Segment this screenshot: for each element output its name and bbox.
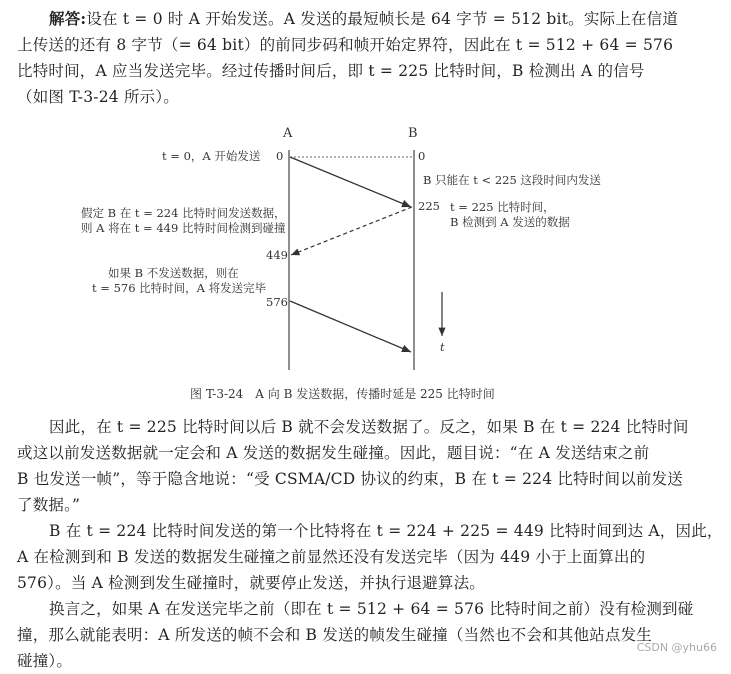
a-tick-0: 0 [276, 149, 284, 163]
a-tick-576: 576 [266, 295, 288, 309]
body-line: 撞，那么就能表明：A 所发送的帧不会和 B 发送的帧发生碰撞（当然也不会和其他站点发生 [17, 626, 652, 644]
body-line: 换言之，如果 A 在发送完毕之前（即在 t = 512 + 64 = 576 比特时间之前）没有检测到碰 [49, 600, 694, 618]
timing-diagram [0, 118, 731, 418]
intro-line: 设在 t = 0 时 A 开始发送。A 发送的最短帧长是 64 字节 = 512 bit。实际上在信道 [86, 10, 679, 28]
watermark: CSDN @yhu66 [636, 641, 717, 654]
intro-paragraph [17, 6, 677, 110]
note-finish-1: 如果 B 不发送数据，则在 [108, 266, 239, 280]
body-line: A 在检测到和 B 发送的数据发生碰撞之前显然还没有发送完毕（因为 449 小于上面算出的 [17, 548, 646, 566]
intro-line: 上传送的还有 8 字节（= 64 bit）的前同步码和帧开始定界符，因此在 t = 512 + 64 = 576 [17, 36, 674, 54]
body-paragraph-1 [17, 414, 689, 518]
b-tick-0: 0 [418, 149, 426, 163]
note-collision-1: 假定 B 在 t = 224 比特时间发送数据， [81, 206, 286, 220]
note-b-detect-1: t = 225 比特时间， [450, 200, 555, 214]
note-collision-2: 则 A 将在 t = 449 比特时间检测到碰撞 [81, 221, 286, 235]
time-axis-label: t [440, 340, 445, 354]
a-tick-449: 449 [266, 248, 288, 262]
intro-line: 比特时间，A 应当发送完毕。经过传播时间后，即 t = 225 比特时间，B 检测出 A 的信号 [17, 62, 645, 80]
intro-line: （如图 T-3-24 所示）。 [17, 88, 180, 106]
body-line: B 也发送一帧”，等于隐含地说：“受 CSMA/CD 协议的约束，B 在 t = 224 比特时间以前发送 [17, 470, 683, 488]
note-b-detect-2: B 检测到 A 发送的数据 [450, 215, 570, 229]
body-line: 因此，在 t = 225 比特时间以后 B 就不会发送数据了。反之，如果 B 在 t = 224 比特时间 [49, 418, 689, 436]
figure-caption: 图 T-3-24 A 向 B 发送数据，传播时延是 225 比特时间 [190, 387, 495, 401]
body-paragraph-3 [17, 596, 694, 674]
body-line: 或这以前发送数据就一定会和 A 发送的数据发生碰撞。因此，题目说：“在 A 发送结束之前 [17, 444, 650, 462]
station-a-label: A [283, 126, 293, 141]
body-line: 碰撞）。 [17, 652, 73, 670]
body-paragraph-2 [17, 518, 723, 596]
note-start: t = 0，A 开始发送 [162, 149, 261, 163]
body-line: 576）。当 A 检测到发生碰撞时，就要停止发送，并执行退避算法。 [17, 574, 485, 592]
note-finish-2: t = 576 比特时间，A 将发送完毕 [92, 281, 267, 295]
b-tick-225: 225 [418, 199, 440, 213]
answer-label: 解答: [49, 9, 87, 28]
station-b-label: B [408, 126, 418, 141]
body-line: B 在 t = 224 比特时间发送的第一个比特将在 t = 224 + 225 = 449 比特时间到达 A，因此， [49, 522, 723, 540]
note-b-window: B 只能在 t < 225 这段时间内发送 [423, 173, 601, 187]
body-line: 了数据。” [17, 496, 81, 514]
